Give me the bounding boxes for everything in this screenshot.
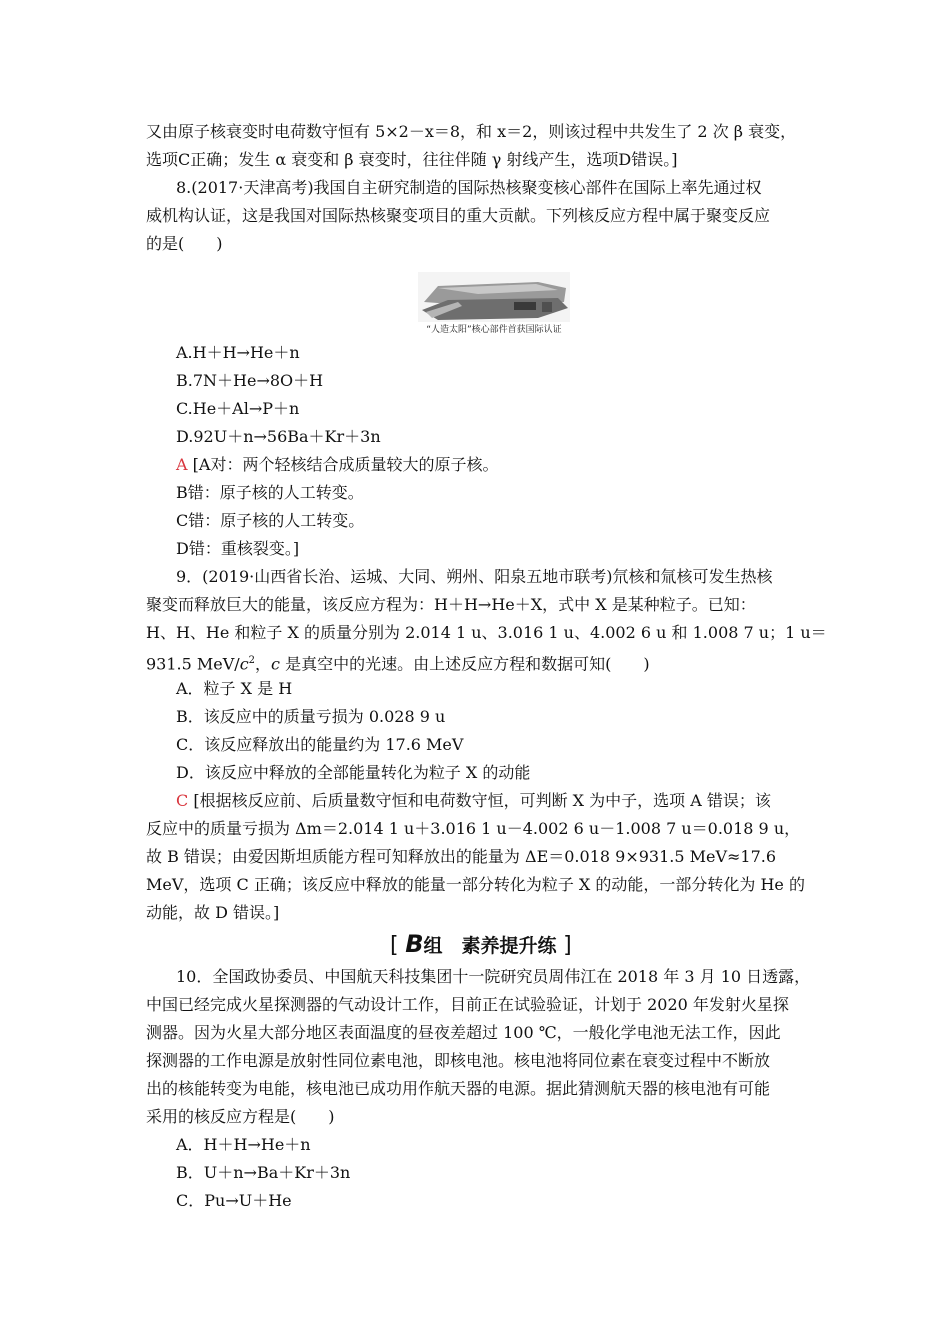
section-title: 组 素养提升练 xyxy=(423,935,557,957)
q9-text-f: 是真空中的光速。由上述反应方程和数据可知( ) xyxy=(280,654,650,674)
section-letter: B xyxy=(405,930,424,958)
answer-8-line-1 xyxy=(176,455,498,475)
question-10-line-2: 中国已经完成火星探测器的气动设计工作，目前正在试验验证，计划于 2020 年发射火星探 xyxy=(146,995,789,1014)
answer-8-text: [A对：两个轻核结合成质量较大的原子核。 xyxy=(192,455,499,474)
option-8-b: B.7N＋He→8O＋H xyxy=(176,371,324,390)
question-10-line-3: 测器。因为火星大部分地区表面温度的昼夜差超过 100 ℃，一般化学电池无法工作，因此 xyxy=(146,1023,781,1042)
question-8-line-3: 的是( ) xyxy=(146,234,223,253)
option-10-c: C．Pu→U＋He xyxy=(176,1191,292,1210)
prev-answer-line-1: 又由原子核衰变时电荷数守恒有 5×2－x＝8，和 x＝2，则该过程中共发生了 2 次 β 衰变， xyxy=(146,122,797,141)
answer-9-line-4: MeV，选项 C 正确；该反应中释放的能量一部分转化为粒子 X 的动能，一部分转化为 He 的 xyxy=(146,875,805,894)
option-9-d: D．该反应中释放的全部能量转化为粒子 X 的动能 xyxy=(176,763,531,782)
option-9-c: C．该反应释放出的能量约为 17.6 MeV xyxy=(176,735,464,754)
answer-8-line-4: D错：重核裂变。] xyxy=(176,539,300,558)
question-9-line-3: H、H、He 和粒子 X 的质量分别为 2.014 1 u、3.016 1 u、4.002 6 u 和 1.008 7 u；1 u＝ xyxy=(146,623,827,642)
option-8-d: D.92U＋n→56Ba＋Kr＋3n xyxy=(176,427,381,446)
option-8-a: A.H＋H→He＋n xyxy=(176,343,300,362)
answer-8-letter: A xyxy=(176,455,188,474)
q9-var-c: c xyxy=(239,654,249,674)
answer-9-line-1 xyxy=(176,791,771,811)
section-bracket-close: ] xyxy=(563,933,572,958)
section-heading xyxy=(390,930,572,958)
answer-9-letter: C xyxy=(176,791,189,810)
prev-answer-line-2: 选项C正确；发生 α 衰变和 β 衰变时，往往伴随 γ 射线产生，选项D错误。] xyxy=(146,150,678,169)
answer-8-line-2: B错：原子核的人工转变。 xyxy=(176,483,364,502)
section-bracket-open: [ xyxy=(390,933,399,958)
q9-sup: 2 xyxy=(248,655,256,666)
question-10-line-5: 出的核能转变为电能，核电池已成功用作航天器的电源。据此猜测航天器的核电池有可能 xyxy=(146,1079,771,1098)
question-9-line-1: 9．(2019·山西省长治、运城、大同、朔州、阳泉五地市联考)氘核和氚核可发生热核 xyxy=(176,567,773,586)
answer-9-line-2: 反应中的质量亏损为 Δm＝2.014 1 u＋3.016 1 u－4.002 6 u－1.008 7 u＝0.018 9 u， xyxy=(146,819,801,838)
question-8-line-1: 8.(2017·天津高考)我国自主研究制造的国际热核聚变核心部件在国际上率先通过权 xyxy=(176,178,762,197)
answer-9-line-5: 动能，故 D 错误。] xyxy=(146,903,280,922)
question-10-line-4: 探测器的工作电源是放射性同位素电池，即核电池。核电池将同位素在衰变过程中不断放 xyxy=(146,1051,771,1070)
question-8-line-2: 威机构认证，这是我国对国际热核聚变项目的重大贡献。下列核反应方程中属于聚变反应 xyxy=(146,206,771,225)
option-8-c: C.He＋Al→P＋n xyxy=(176,399,300,418)
q9-text-a: 931.5 MeV/ xyxy=(146,654,240,674)
option-10-a: A．H＋H→He＋n xyxy=(176,1135,311,1154)
option-9-a: A．粒子 X 是 H xyxy=(176,679,293,698)
question-9-line-2: 聚变而释放巨大的能量，该反应方程为：H＋H→He＋X，式中 X 是某种粒子。已知： xyxy=(146,595,756,614)
option-9-b: B．该反应中的质量亏损为 0.028 9 u xyxy=(176,707,446,726)
answer-9-text: [根据核反应前、后质量数守恒和电荷数守恒，可判断 X 为中子，选项 A 错误；该 xyxy=(193,791,771,810)
question-10-line-6: 采用的核反应方程是( ) xyxy=(146,1107,335,1126)
figure-caption: “人造太阳”核心部件首获国际认证 xyxy=(426,325,562,335)
question-10-line-1: 10．全国政协委员、中国航天科技集团十一院研究员周伟江在 2018 年 3 月 10 日透露， xyxy=(176,967,811,986)
q9-var-c2: c xyxy=(271,654,281,674)
answer-8-line-3: C错：原子核的人工转变。 xyxy=(176,511,365,530)
question-9-line-4 xyxy=(146,651,650,674)
answer-9-line-3: 故 B 错误；由爱因斯坦质能方程可知释放出的能量为 ΔE＝0.018 9×931.5 MeV≈17.6 xyxy=(146,847,777,866)
q9-text-d: ， xyxy=(255,654,272,674)
option-10-b: B．U＋n→Ba＋Kr＋3n xyxy=(176,1163,351,1182)
